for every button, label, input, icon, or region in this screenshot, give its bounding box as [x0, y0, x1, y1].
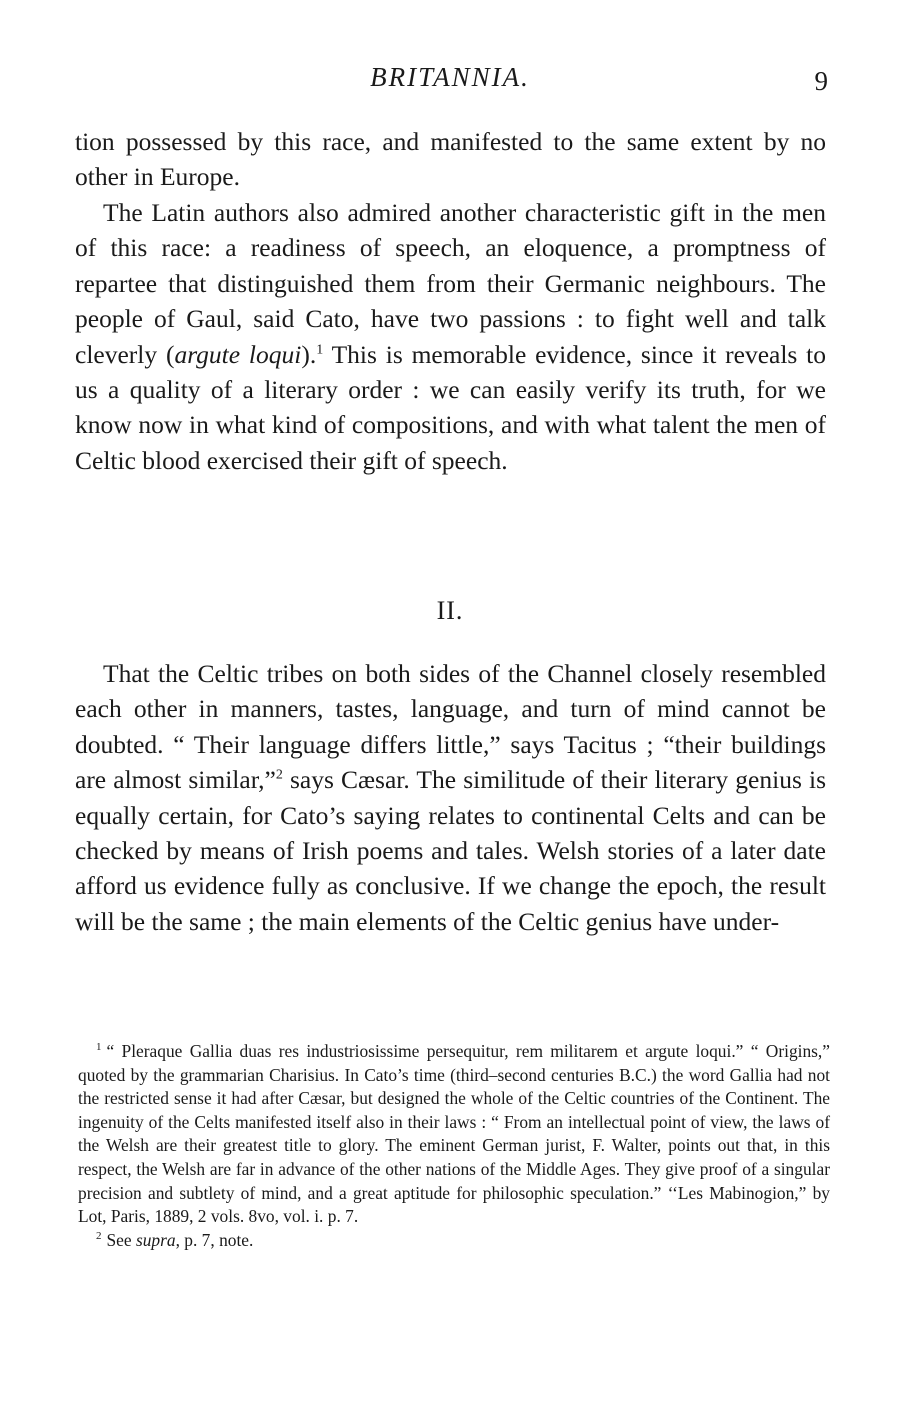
footnote-reference-2: 2	[275, 767, 283, 783]
footnote-1	[78, 1040, 830, 1229]
footnote-mark: 1	[96, 1041, 102, 1054]
footnote-mark: 2	[96, 1229, 102, 1242]
paragraph-continued	[75, 124, 826, 195]
latin-phrase: argute loqui	[174, 339, 302, 369]
footnote-italic: supra	[135, 1229, 176, 1250]
footnote-text: , p. 7, note.	[175, 1229, 254, 1250]
footnote-2	[78, 1229, 830, 1253]
section-heading: II.	[436, 596, 464, 625]
paragraph-celtic-tribes	[75, 656, 826, 939]
footnotes	[78, 1040, 830, 1252]
running-title: BRITANNIA.	[370, 62, 530, 92]
paragraph-text	[75, 656, 826, 939]
text-run: That the Celtic tribes on both sides of the Channel closely resembled each other in manners, tastes, language, and turn of mind cannot be doubted. “ Their language differs little,” says Tacitus ; “their buildings are almost similar,”	[75, 659, 826, 795]
paragraph-latin-authors	[75, 195, 826, 478]
footnote-text: See	[106, 1229, 136, 1250]
text-run: This is memorable evidence, since it reveals to us a quality of a literary order : we can easily verify its truth, for we know now in what kind of compositions, and with what talent the men of Celtic blood exercised their gift of speech.	[75, 339, 826, 475]
paragraph-text	[75, 195, 826, 478]
footnote-text: “ Pleraque Gallia duas res industriosissime persequitur, rem militarem et argute loqui.” “ Origins,” quoted by the grammarian Charisius. In Cato’s time (third–second centuries B.C.) the word Gallia had not the restricted sense it had after Cæsar, but designed the whole of the Celtic countries of the Continent. The ingenuity of the Celts manifested itself also in their laws : “ From an intellectual point of view, the laws of the Welsh are their greatest title to glory. The eminent German jurist, F. Walter, points out that, in this respect, the Welsh are far in advance of the other nations of the Middle Ages. They give proof of a singular precision and subtlety of mind, and a great aptitude for philosophic speculation.” ‘‘Les Mabinogion,” by Lot, Paris, 1889, 2 vols. 8vo, vol. i. p. 7.	[78, 1041, 830, 1227]
paragraph-text: tion possessed by this race, and manifested to the same extent by no other in Europe.	[75, 127, 826, 192]
footnote-reference-1: 1	[316, 342, 324, 358]
page-number: 9	[814, 66, 828, 96]
text-run: The Latin authors also admired another characteristic gift in the men of this race: a readiness of speech, an eloquence, a promptness of repartee that distinguished them from their Germanic neighbours. The people of Gaul, said Cato, have two passions : to fight well and talk cleverly (	[75, 198, 826, 369]
text-run: says Cæsar. The similitude of their literary genius is equally certain, for Cato’s saying relates to continental Celts and can be checked by means of Irish poems and tales. Welsh stories of a later date afford us evidence fully as conclusive. If we change the epoch, the result will be the same ; the main elements of the Celtic genius have under-	[75, 765, 826, 936]
text-run: ).	[301, 339, 317, 369]
